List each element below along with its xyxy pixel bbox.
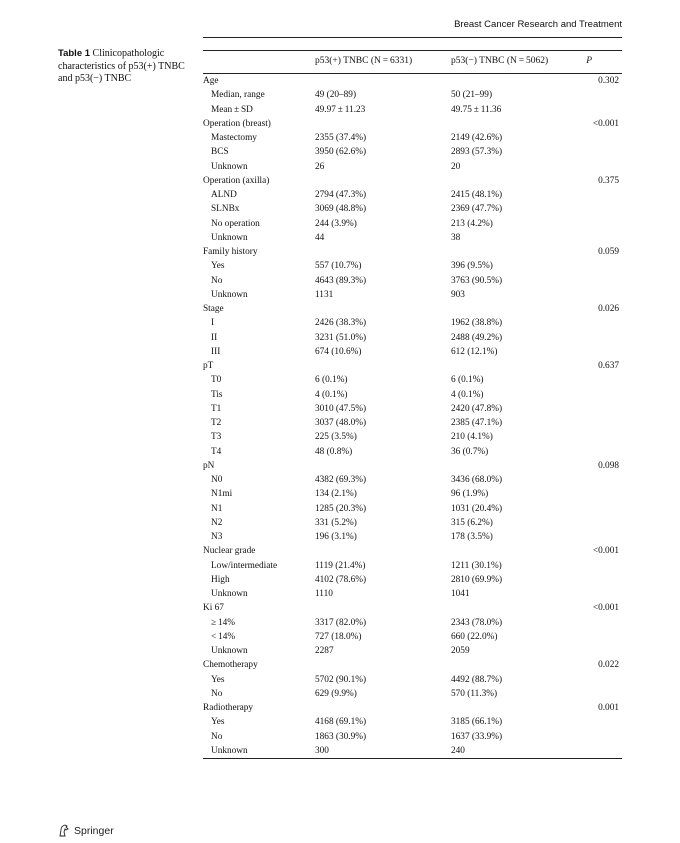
row-sublabel: Unknown xyxy=(211,646,248,656)
table-row xyxy=(203,359,622,373)
table-row xyxy=(203,502,622,516)
cell-p53-positive: 49 (20–89) xyxy=(315,90,357,101)
cell-p53-positive: 1119 (21.4%) xyxy=(315,560,366,571)
table-header-row xyxy=(203,51,622,74)
cell-p53-positive: 1285 (20.3%) xyxy=(315,503,367,514)
cell-p53-negative: 96 (1.9%) xyxy=(451,489,489,500)
table-row xyxy=(203,117,622,131)
cell-p53-negative: 3185 (66.1%) xyxy=(451,717,503,728)
row-category: Radiotherapy xyxy=(203,703,254,713)
cell-p53-positive: 2426 (38.3%) xyxy=(315,318,367,329)
table-row xyxy=(203,217,622,231)
row-sublabel: T3 xyxy=(211,432,222,443)
cell-p53-negative: 315 (6.2%) xyxy=(451,517,493,528)
cell-p53-positive: 674 (10.6%) xyxy=(315,346,362,357)
cell-p53-positive: 26 xyxy=(315,161,325,172)
table-row xyxy=(203,673,622,687)
row-sublabel: ≥ 14% xyxy=(211,617,236,628)
cell-p53-positive: 2794 (47.3%) xyxy=(315,190,367,200)
cell-p53-positive: 1863 (30.9%) xyxy=(315,731,367,742)
row-sublabel: II xyxy=(211,332,218,343)
cell-p53-negative: 1211 (30.1%) xyxy=(451,560,502,571)
table-row xyxy=(203,88,622,102)
table-row xyxy=(203,74,622,88)
table-row xyxy=(203,616,622,630)
row-sublabel: No xyxy=(211,275,223,286)
table-row xyxy=(203,445,622,459)
row-category: Operation (breast) xyxy=(203,118,271,129)
row-sublabel: Low/intermediate xyxy=(211,560,278,571)
row-sublabel: Unknown xyxy=(211,745,248,756)
table-row xyxy=(203,430,622,444)
table-row xyxy=(203,630,622,644)
table-row xyxy=(203,658,622,672)
table-row xyxy=(203,231,622,245)
cell-p53-negative: 210 (4.1%) xyxy=(451,432,493,443)
cell-p53-positive: 5702 (90.1%) xyxy=(315,674,367,685)
row-sublabel: N0 xyxy=(211,475,223,485)
row-sublabel: ALND xyxy=(211,190,237,200)
table-row xyxy=(203,559,622,573)
table-row xyxy=(203,388,622,402)
cell-p53-negative: 38 xyxy=(451,232,461,243)
cell-p-value: <0.001 xyxy=(592,118,619,129)
cell-p53-positive: 1110 xyxy=(315,589,333,599)
table-row xyxy=(203,131,622,145)
cell-p53-positive: 3231 (51.0%) xyxy=(315,332,367,343)
cell-p-value: 0.059 xyxy=(598,247,619,257)
table-row xyxy=(203,730,622,744)
row-category: Age xyxy=(203,76,219,86)
row-sublabel: N3 xyxy=(211,532,223,542)
cell-p53-negative: 3763 (90.5%) xyxy=(451,275,503,286)
row-category: pT xyxy=(203,361,214,371)
row-sublabel: Tis xyxy=(211,389,223,400)
table-row xyxy=(203,487,622,501)
row-category: Nuclear grade xyxy=(203,546,256,557)
cell-p53-positive: 2355 (37.4%) xyxy=(315,133,367,143)
table-row xyxy=(203,459,622,473)
cell-p-value: 0.098 xyxy=(598,460,619,471)
table-row xyxy=(203,644,622,658)
table-row xyxy=(203,245,622,259)
table-row xyxy=(203,587,622,601)
table-caption xyxy=(58,48,194,86)
table-row xyxy=(203,701,622,715)
cell-p53-positive: 6 (0.1%) xyxy=(315,375,348,386)
cell-p53-positive: 44 xyxy=(315,232,325,243)
running-head: Breast Cancer Research and Treatment xyxy=(454,19,622,30)
cell-p53-negative: 36 (0.7%) xyxy=(451,446,489,457)
cell-p53-negative: 3436 (68.0%) xyxy=(451,475,503,485)
cell-p53-negative: 20 xyxy=(451,161,461,172)
cell-p-value: <0.001 xyxy=(592,546,619,557)
publisher-footer xyxy=(58,824,114,837)
cell-p53-positive: 331 (5.2%) xyxy=(315,517,357,528)
row-sublabel: BCS xyxy=(211,147,229,158)
table-row xyxy=(203,416,622,430)
table-row xyxy=(203,402,622,416)
characteristics-table xyxy=(203,50,622,759)
table-row xyxy=(203,174,622,188)
table-row xyxy=(203,516,622,530)
cell-p53-negative: 396 (9.5%) xyxy=(451,261,493,272)
table-row xyxy=(203,202,622,216)
table-row xyxy=(203,530,622,544)
row-sublabel: T2 xyxy=(211,418,222,428)
table-row xyxy=(203,145,622,159)
cell-p-value: 0.026 xyxy=(598,304,619,314)
cell-p-value: 0.001 xyxy=(598,703,619,713)
row-sublabel: No xyxy=(211,688,223,699)
cell-p53-negative: 178 (3.5%) xyxy=(451,532,493,542)
table-row xyxy=(203,573,622,587)
table-body xyxy=(203,74,622,758)
row-category: Stage xyxy=(203,304,224,314)
cell-p53-positive: 727 (18.0%) xyxy=(315,631,362,642)
table-row xyxy=(203,274,622,288)
row-category: Chemotherapy xyxy=(203,660,258,671)
cell-p-value: 0.637 xyxy=(598,361,619,371)
header-p53-positive: p53(+) TNBC (N = 6331) xyxy=(315,56,413,66)
cell-p53-negative: 1041 xyxy=(451,589,470,599)
cell-p53-positive: 4 (0.1%) xyxy=(315,389,348,400)
header-rule xyxy=(203,37,622,38)
caption-text: Clinicopathologic characteristics of p53(+) TNBC and p53(−) TNBC xyxy=(58,48,185,84)
cell-p53-negative: 570 (11.3%) xyxy=(451,688,498,699)
row-sublabel: Yes xyxy=(211,674,225,685)
row-sublabel: Yes xyxy=(211,717,225,728)
cell-p53-negative: 1637 (33.9%) xyxy=(451,731,503,742)
cell-p53-positive: 629 (9.9%) xyxy=(315,688,357,699)
cell-p-value: 0.302 xyxy=(598,76,619,86)
table-row xyxy=(203,331,622,345)
row-sublabel: Unknown xyxy=(211,589,248,599)
cell-p53-negative: 240 xyxy=(451,745,465,756)
cell-p53-negative: 1031 (20.4%) xyxy=(451,503,503,514)
cell-p53-negative: 213 (4.2%) xyxy=(451,218,493,229)
cell-p53-positive: 196 (3.1%) xyxy=(315,532,357,542)
cell-p53-positive: 300 xyxy=(315,745,329,756)
row-sublabel: N1 xyxy=(211,503,223,514)
header-p53-negative: p53(−) TNBC (N = 5062) xyxy=(451,56,549,66)
table-row xyxy=(203,345,622,359)
cell-p53-positive: 4168 (69.1%) xyxy=(315,717,367,728)
cell-p53-positive: 4643 (89.3%) xyxy=(315,275,367,286)
cell-p53-negative: 4 (0.1%) xyxy=(451,389,484,400)
row-category: Operation (axilla) xyxy=(203,175,270,186)
cell-p53-positive: 3069 (48.8%) xyxy=(315,204,367,215)
cell-p53-negative: 2059 xyxy=(451,646,470,656)
cell-p53-positive: 3317 (82.0%) xyxy=(315,617,367,628)
row-sublabel: < 14% xyxy=(211,631,236,642)
row-sublabel: Mastectomy xyxy=(211,133,257,143)
row-sublabel: T4 xyxy=(211,446,222,457)
table-row xyxy=(203,259,622,273)
row-sublabel: High xyxy=(211,574,230,585)
header-p-value: P xyxy=(586,56,592,66)
row-sublabel: No xyxy=(211,731,223,742)
row-sublabel: SLNBx xyxy=(211,204,240,215)
cell-p53-negative: 612 (12.1%) xyxy=(451,346,498,357)
cell-p53-negative: 2415 (48.1%) xyxy=(451,190,503,200)
row-sublabel: T1 xyxy=(211,403,222,414)
cell-p53-negative: 2893 (57.3%) xyxy=(451,147,503,158)
table-row xyxy=(203,103,622,117)
cell-p53-positive: 48 (0.8%) xyxy=(315,446,353,457)
table-row xyxy=(203,188,622,202)
cell-p53-negative: 2488 (49.2%) xyxy=(451,332,503,343)
cell-p53-positive: 1131 xyxy=(315,289,334,300)
cell-p53-negative: 6 (0.1%) xyxy=(451,375,484,386)
table-row xyxy=(203,601,622,615)
publisher-name: Springer xyxy=(74,824,114,837)
table-row xyxy=(203,744,622,758)
cell-p53-negative: 2149 (42.6%) xyxy=(451,133,503,143)
row-category: Family history xyxy=(203,247,258,257)
cell-p53-negative: 903 xyxy=(451,289,465,300)
cell-p53-negative: 49.75 ± 11.36 xyxy=(451,104,502,115)
row-sublabel: Unknown xyxy=(211,161,248,172)
row-sublabel: T0 xyxy=(211,375,222,386)
cell-p53-negative: 2369 (47.7%) xyxy=(451,204,503,215)
row-sublabel: Mean ± SD xyxy=(211,104,253,115)
row-sublabel: No operation xyxy=(211,218,260,229)
cell-p53-positive: 244 (3.9%) xyxy=(315,218,357,229)
row-sublabel: N1mi xyxy=(211,489,233,500)
table-row xyxy=(203,544,622,558)
table-row xyxy=(203,715,622,729)
table-row xyxy=(203,302,622,316)
table-row xyxy=(203,288,622,302)
row-sublabel: I xyxy=(211,318,215,329)
cell-p53-negative: 2385 (47.1%) xyxy=(451,418,503,428)
table-row xyxy=(203,687,622,701)
table-row xyxy=(203,160,622,174)
cell-p53-positive: 3950 (62.6%) xyxy=(315,147,367,158)
row-sublabel: Yes xyxy=(211,261,225,272)
cell-p-value: 0.022 xyxy=(598,660,619,671)
row-sublabel: Median, range xyxy=(211,90,265,101)
cell-p53-positive: 2287 xyxy=(315,646,334,656)
cell-p-value: <0.001 xyxy=(592,603,619,614)
cell-p53-negative: 2810 (69.9%) xyxy=(451,574,503,585)
cell-p53-positive: 3037 (48.0%) xyxy=(315,418,367,428)
cell-p53-positive: 134 (2.1%) xyxy=(315,489,357,500)
springer-horse-icon xyxy=(58,824,70,837)
row-category: pN xyxy=(203,460,215,471)
cell-p53-negative: 2420 (47.8%) xyxy=(451,403,503,414)
cell-p53-negative: 4492 (88.7%) xyxy=(451,674,503,685)
cell-p53-negative: 2343 (78.0%) xyxy=(451,617,503,628)
cell-p53-positive: 4382 (69.3%) xyxy=(315,475,367,485)
row-sublabel: N2 xyxy=(211,517,223,528)
cell-p53-negative: 1962 (38.8%) xyxy=(451,318,503,329)
cell-p53-positive: 4102 (78.6%) xyxy=(315,574,367,585)
cell-p53-negative: 660 (22.0%) xyxy=(451,631,498,642)
row-sublabel: III xyxy=(211,346,221,357)
cell-p53-positive: 225 (3.5%) xyxy=(315,432,357,443)
row-sublabel: Unknown xyxy=(211,289,248,300)
cell-p-value: 0.375 xyxy=(598,175,619,186)
cell-p53-positive: 557 (10.7%) xyxy=(315,261,362,272)
table-row xyxy=(203,316,622,330)
cell-p53-negative: 50 (21–99) xyxy=(451,90,493,101)
cell-p53-positive: 3010 (47.5%) xyxy=(315,403,367,414)
table-row xyxy=(203,373,622,387)
row-sublabel: Unknown xyxy=(211,232,248,243)
table-row xyxy=(203,473,622,487)
caption-label: Table 1 xyxy=(58,48,91,59)
row-category: Ki 67 xyxy=(203,603,224,614)
cell-p53-positive: 49.97 ± 11.23 xyxy=(315,104,366,115)
